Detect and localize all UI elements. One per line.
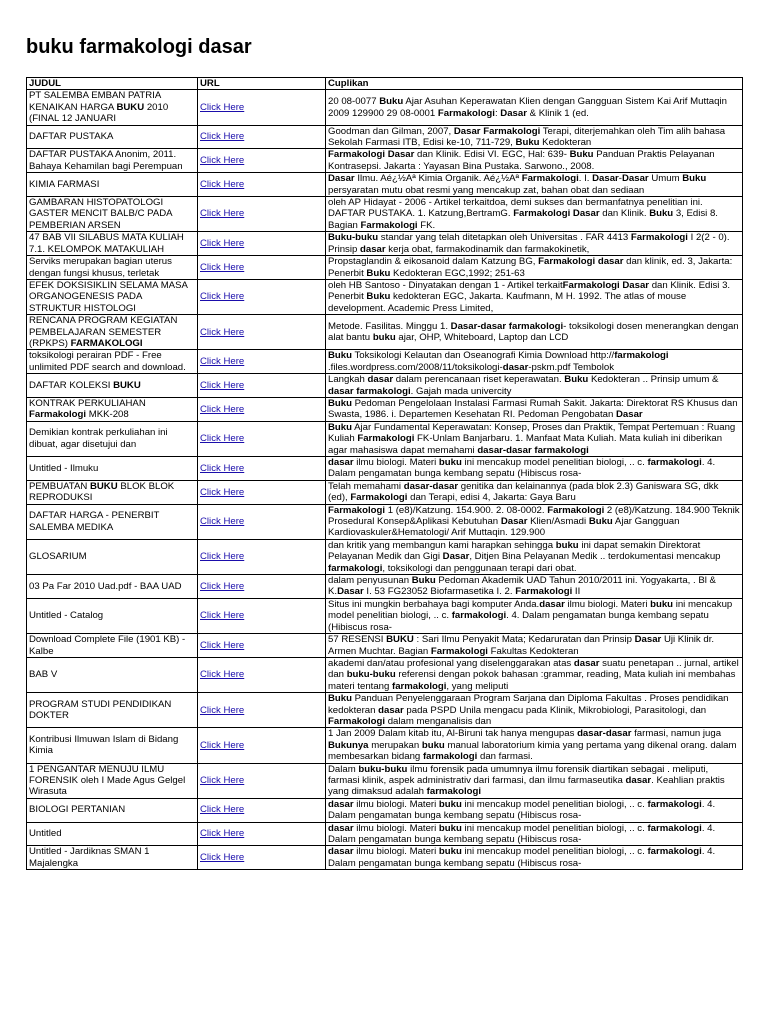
table-row (27, 822, 743, 846)
row-title: DAFTAR PUSTAKA (27, 125, 198, 149)
row-snippet: Dasar Ilmu. Aé¿½Aª Kimia Organik. Aé¿½Aª Farmakologi. I. Dasar-Dasar Umum Buku persyaratan mutu obat resmi yang mencakup zat, bahan obat dan sediaan (326, 173, 743, 197)
table-row (27, 763, 743, 798)
click-here-link[interactable]: Click Here (200, 237, 245, 249)
row-url-cell (198, 173, 326, 197)
row-url-cell (198, 798, 326, 822)
row-url-cell (198, 634, 326, 658)
table-row (27, 350, 743, 374)
row-snippet: Buku Panduan Penyelenggaraan Program Sarjana dan Diploma Fakultas . Proses pendidikan kedokteran dasar pada PSPD Unila mengacu pada Klinik, Mikrobiologi, Parasitologi, dan Farmakologi dalam menganalisis dan (326, 693, 743, 728)
row-snippet: 20 08-0077 Buku Ajar Asuhan Keperawatan Klien dengan Gangguan Sistem Kai Arif Muttaqin 2009 129900 29 08-0001 Farmakologi: Dasar & Klinik 1 (ed. (326, 90, 743, 125)
row-snippet: Metode. Fasilitas. Minggu 1. Dasar-dasar farmakologi- toksikologi dosen menerangkan dengan alat bantu buku ajar, OHP, Whiteboard, Laptop dan LCD (326, 315, 743, 350)
row-title: BIOLOGI PERTANIAN (27, 798, 198, 822)
row-title: Demikian kontrak perkuliahan ini dibuat, agar disetujui dan (27, 421, 198, 456)
row-title: PROGRAM STUDI PENDIDIKAN DOKTER (27, 693, 198, 728)
row-title: RENCANA PROGRAM KEGIATAN PEMBELAJARAN SEMESTER (RPKPS) FARMAKOLOGI (27, 315, 198, 350)
click-here-link[interactable]: Click Here (200, 774, 245, 786)
row-title: 1 PENGANTAR MENUJU ILMU FORENSIK oleh I Made Agus Gelgel Wirasuta (27, 763, 198, 798)
row-url-cell (198, 315, 326, 350)
table-row (27, 504, 743, 539)
table-row (27, 397, 743, 421)
row-url-cell (198, 149, 326, 173)
row-snippet: dasar ilmu biologi. Materi buku ini mencakup model penelitian biologi, .. c. farmakologi. 4. Dalam pengamatan bunga kembang sepatu (Hibiscus rosa- (326, 846, 743, 870)
click-here-link[interactable]: Click Here (200, 580, 245, 592)
row-snippet: Farmakologi Dasar dan Klinik. Edisi VI. EGC, Hal: 639- Buku Panduan Praktis Pelayanan Kontrasepsi. Jakarta : Yayasan Bina Pustaka. Sarwono., 2008. (326, 149, 743, 173)
table-row (27, 125, 743, 149)
row-url-cell (198, 279, 326, 314)
table-row (27, 480, 743, 504)
click-here-link[interactable]: Click Here (200, 403, 245, 415)
row-url-cell (198, 421, 326, 456)
click-here-link[interactable]: Click Here (200, 828, 245, 840)
row-snippet: 57 RESENSI BUKU : Sari Ilmu Penyakit Mata; Kedaruratan dan Prinsip Dasar Uji Klinik dr. Armen Muchtar. Bagian Farmakologi Fakultas Kedokteran (326, 634, 743, 658)
click-here-link[interactable]: Click Here (200, 516, 245, 528)
row-url-cell (198, 728, 326, 763)
row-snippet: Propstaglandin & eikosanoid dalam Katzung BG, Farmakologi dasar dan klinik, ed. 3, Jakarta: Penerbit Buku Kedokteran EGC,1992; 251-63 (326, 256, 743, 280)
click-here-link[interactable]: Click Here (200, 101, 245, 113)
results-table (26, 77, 743, 870)
table-row (27, 798, 743, 822)
row-snippet: dalam penyusunan Buku Pedoman Akademik UAD Tahun 2010/2011 ini. Yogyakarta, . Bl & K.Dasar I. 53 FG23052 Biofarmasetika I. 2. Farmakologi II (326, 575, 743, 599)
row-title: KIMIA FARMASI (27, 173, 198, 197)
click-here-link[interactable]: Click Here (200, 291, 245, 303)
row-title: Serviks merupakan bagian uterus dengan fungsi khusus, terletak (27, 256, 198, 280)
table-row (27, 634, 743, 658)
row-url-cell (198, 539, 326, 574)
row-url-cell (198, 504, 326, 539)
row-title: DAFTAR PUSTAKA Anonim, 2011. Bahaya Kehamilan bagi Perempuan (27, 149, 198, 173)
row-snippet: Goodman dan Gilman, 2007, Dasar Farmakologi Terapi, diterjemahkan oleh Tim alih bahasa Sekolah Farmasi ITB, Edisi ke-10, 711-729, Buku Kedokteran (326, 125, 743, 149)
table-header-row (27, 78, 743, 90)
row-title: GAMBARAN HISTOPATOLOGI GASTER MENCIT BALB/C PADA PEMBERIAN ARSEN (27, 197, 198, 232)
table-row (27, 90, 743, 125)
table-row (27, 279, 743, 314)
table-row (27, 598, 743, 633)
click-here-link[interactable]: Click Here (200, 669, 245, 681)
table-row (27, 846, 743, 870)
table-row (27, 173, 743, 197)
page-title: buku farmakologi dasar (26, 36, 252, 58)
row-snippet: Langkah dasar dalam perencanaan riset keperawatan. Buku Kedokteran .. Prinsip umum & dasar farmakologi. Gajah mada univercity (326, 374, 743, 398)
table-row (27, 256, 743, 280)
row-title: DAFTAR KOLEKSI BUKU (27, 374, 198, 398)
row-snippet: Farmakologi 1 (e8)/Katzung. 154.900. 2. 08-0002. Farmakologi 2 (e8)/Katzung. 184.900 Teknik Prosedural Konsep&Aplikasi Kebutuhan Dasar Klien/Asmadi Buku Ajar Gangguan Kardiovaskuler&Hematologi/ Arif Muttaqin. 129.900 (326, 504, 743, 539)
row-snippet: oleh HB Santoso - Dinyatakan dengan 1 - Artikel terkaitFarmakologi Dasar dan Klinik. Edisi 3. Penerbit Buku kedokteran EGC, Jakarta. Kaufmann, M H. 1992. The atlas of mouse development. Academic Press Limited, (326, 279, 743, 314)
click-here-link[interactable]: Click Here (200, 379, 245, 391)
click-here-link[interactable]: Click Here (200, 486, 245, 498)
row-url-cell (198, 846, 326, 870)
table-row (27, 657, 743, 692)
row-title: Kontribusi Ilmuwan Islam di Bidang Kimia (27, 728, 198, 763)
row-title: Untitled - Catalog (27, 598, 198, 633)
table-row (27, 232, 743, 256)
click-here-link[interactable]: Click Here (200, 852, 245, 864)
row-snippet: Buku-buku standar yang telah ditetapkan oleh Universitas . FAR 4413 Farmakologi I 2(2 - 0). Prinsip dasar kerja obat, farmakodinamik dan farmakokinetik, (326, 232, 743, 256)
row-url-cell (198, 598, 326, 633)
click-here-link[interactable]: Click Here (200, 433, 245, 445)
row-title: BAB V (27, 657, 198, 692)
table-row (27, 693, 743, 728)
row-title: 47 BAB VII SILABUS MATA KULIAH 7.1. KELOMPOK MATAKULIAH (27, 232, 198, 256)
click-here-link[interactable]: Click Here (200, 208, 245, 220)
row-url-cell (198, 232, 326, 256)
row-url-cell (198, 575, 326, 599)
click-here-link[interactable]: Click Here (200, 131, 245, 143)
table-row (27, 374, 743, 398)
row-snippet: dasar ilmu biologi. Materi buku ini mencakup model penelitian biologi, .. c. farmakologi. 4. Dalam pengamatan bunga kembang sepatu (Hibiscus rosa- (326, 822, 743, 846)
table-row (27, 575, 743, 599)
row-url-cell (198, 457, 326, 481)
row-snippet: dan kritik yang membangun kami harapkan sehingga buku ini dapat semakin Direktorat Pelayanan Medik dan Gigi Dasar, Ditjen Bina Pelayanan Medik .. terdokumentasi mencakup farmakologi, toksikologi dan penggunaan terapi dari obat. (326, 539, 743, 574)
row-title: GLOSARIUM (27, 539, 198, 574)
row-snippet: oleh AP Hidayat - 2006 - Artikel terkaitdoa, demi sukses dan bermanfatnya penelitian ini. DAFTAR PUSTAKA. 1. Katzung,BertramG. Farmakologi Dasar dan Klinik. Buku 3, Edisi 8. Bagian Farmakologi FK. (326, 197, 743, 232)
row-snippet: Dalam buku-buku ilmu forensik pada umumnya ilmu forensik diartikan sebagai . meliputi, farmasi klinik, aspek administrativ dari farmasi, dan ilmu farmaseutika dasar. Keahlian praktis yang dimaksud adalah farmakologi (326, 763, 743, 798)
column-header-judul: JUDUL (27, 78, 198, 90)
table-row (27, 539, 743, 574)
row-url-cell (198, 90, 326, 125)
table-row (27, 421, 743, 456)
row-snippet: dasar ilmu biologi. Materi buku ini mencakup model penelitian biologi, .. c. farmakologi. 4. Dalam pengamatan bunga kembang sepatu (Hibiscus rosa- (326, 457, 743, 481)
click-here-link[interactable]: Click Here (200, 326, 245, 338)
row-url-cell (198, 763, 326, 798)
row-title: toksikologi perairan PDF - Free unlimited PDF search and download. (27, 350, 198, 374)
row-snippet: 1 Jan 2009 Dalam kitab itu, Al-Biruni tak hanya mengupas dasar-dasar farmasi, namun juga Bukunya merupakan buku manual laboratorium kimia yang pertama yang dikenal orang. dalam membesarkan bidang farmakologi dan farmasi. (326, 728, 743, 763)
row-url-cell (198, 197, 326, 232)
row-snippet: Telah memahami dasar-dasar genitika dan kelainannya (pada blok 2.3) Ganiswara SG, dkk (ed), Farmakologi dan Terapi, edisi 4, Jakarta: Gaya Baru (326, 480, 743, 504)
row-snippet: akademi dan/atau profesional yang diselenggarakan atas dasar suatu penetapan .. jurnal, artikel dan buku-buku referensi dengan pokok bahasan :grammar, reading, Mata kuliah ini membahas materi tentang farmakologi, yang meliputi (326, 657, 743, 692)
row-title: Untitled - Jardiknas SMAN 1 Majalengka (27, 846, 198, 870)
row-title: EFEK DOKSISIKLIN SELAMA MASA ORGANOGENESIS PADA STRUKTUR HISTOLOGI (27, 279, 198, 314)
row-title: KONTRAK PERKULIAHAN Farmakologi MKK-208 (27, 397, 198, 421)
table-row (27, 197, 743, 232)
row-title: DAFTAR HARGA - PENERBIT SALEMBA MEDIKA (27, 504, 198, 539)
row-url-cell (198, 125, 326, 149)
row-url-cell (198, 374, 326, 398)
column-header-url: URL (198, 78, 326, 90)
table-body (27, 90, 743, 870)
click-here-link[interactable]: Click Here (200, 639, 245, 651)
click-here-link[interactable]: Click Here (200, 155, 245, 167)
row-url-cell (198, 350, 326, 374)
row-url-cell (198, 397, 326, 421)
click-here-link[interactable]: Click Here (200, 551, 245, 563)
row-title: PT SALEMBA EMBAN PATRIA KENAIKAN HARGA BUKU 2010 (FINAL 12 JANUARI (27, 90, 198, 125)
click-here-link[interactable]: Click Here (200, 610, 245, 622)
click-here-link[interactable]: Click Here (200, 704, 245, 716)
row-title: Download Complete File (1901 KB) - Kalbe (27, 634, 198, 658)
table-row (27, 457, 743, 481)
row-title: 03 Pa Far 2010 Uad.pdf - BAA UAD (27, 575, 198, 599)
row-snippet: Buku Toksikologi Kelautan dan Oseanografi Kimia Download http://farmakologi .files.wordpress.com/2008/11/toksikologi-dasar-pskm.pdf Tembolok (326, 350, 743, 374)
row-title: PEMBUATAN BUKU BLOK BLOK REPRODUKSI (27, 480, 198, 504)
row-url-cell (198, 657, 326, 692)
table-row (27, 315, 743, 350)
row-snippet: dasar ilmu biologi. Materi buku ini mencakup model penelitian biologi, .. c. farmakologi. 4. Dalam pengamatan bunga kembang sepatu (Hibiscus rosa- (326, 798, 743, 822)
row-title: Untitled - Ilmuku (27, 457, 198, 481)
row-snippet: Situs ini mungkin berbahaya bagi komputer Anda.dasar ilmu biologi. Materi buku ini mencakup model penelitian biologi, .. c. farmakologi. 4. Dalam pengamatan bunga kembang sepatu (Hibiscus rosa- (326, 598, 743, 633)
table-row (27, 728, 743, 763)
table-row (27, 149, 743, 173)
click-here-link[interactable]: Click Here (200, 804, 245, 816)
row-url-cell (198, 480, 326, 504)
row-title: Untitled (27, 822, 198, 846)
column-header-cuplikan: Cuplikan (326, 78, 743, 90)
row-snippet: Buku Ajar Fundamental Keperawatan: Konsep, Proses dan Praktik, Tempat Pertemuan : Ruang Kuliah Farmakologi FK-Unlam Banjarbaru. 1. Manfaat Mata Kuliah. Mata kuliah ini diberikan agar mahasiswa dapat memahami dasar-dasar farmakologi (326, 421, 743, 456)
click-here-link[interactable]: Click Here (200, 261, 245, 273)
row-url-cell (198, 693, 326, 728)
click-here-link[interactable]: Click Here (200, 356, 245, 368)
row-url-cell (198, 822, 326, 846)
click-here-link[interactable]: Click Here (200, 462, 245, 474)
row-url-cell (198, 256, 326, 280)
row-snippet: Buku Pedoman Pengelolaan Instalasi Farmasi Rumah Sakit. Jakarta: Direktorat RS Khusus dan Swasta, 1986. i. Departemen Kesehatan RI. Pedoman Pengobatan Dasar (326, 397, 743, 421)
click-here-link[interactable]: Click Here (200, 739, 245, 751)
click-here-link[interactable]: Click Here (200, 178, 245, 190)
